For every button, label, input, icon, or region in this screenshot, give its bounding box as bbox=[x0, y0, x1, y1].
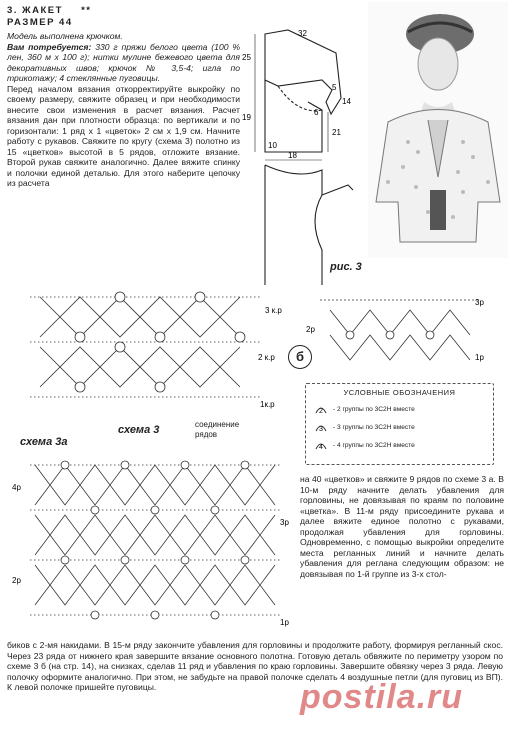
dim-6: 6 bbox=[314, 108, 319, 117]
materials-label: Вам потребуется: bbox=[7, 41, 92, 52]
schema-3-diagram bbox=[20, 285, 285, 425]
legend-item-3-text: - 3 группы по 3С2Н вместе bbox=[333, 423, 415, 431]
schema-3a-title: схема 3а bbox=[20, 436, 68, 448]
size-label: РАЗМЕР 44 bbox=[7, 17, 73, 28]
schema-b-row-1: 1р bbox=[475, 353, 484, 362]
legend-box bbox=[305, 383, 494, 465]
intro-text bbox=[7, 31, 240, 189]
svg-text:3: 3 bbox=[319, 426, 323, 433]
svg-text:4: 4 bbox=[319, 444, 323, 451]
legend-item-3 bbox=[314, 421, 493, 433]
right-column-text: на 40 «цветков» и свяжите 9 рядов по схеме 3 а. В 10-м ряду начните делать убавления для горловины, не довязывая по краям по половине «цветка». В 11-м ряду присоедините рукава и далее вяжите единое полотно с рукавами, продолжая убавления для горловины. Одновременно, с помощью выкройки определите места регланных линий и начните делать убавления для реглана следующим образом: не довязывая по 1-й группе из 3-х стол- bbox=[300, 474, 504, 579]
schema-b-diagram bbox=[290, 290, 500, 370]
bottom-text: биков с 2-мя накидами. В 15-м ряду закончите убавления для горловины и продолжите работу, формируя регланный скос. Через 23 ряда от нижнего края завершите вязание основного полотна. Готовую деталь обвяжите по периметру узором по схеме 3 б (на стр. 14), на снизках, сделав 11 ряд и убавления по краю горловины. Завершите обвязку через 3 ряда. Левую полочку оформите аналогично. При этом, не забудьте на правой полочке сделать 4 воздушные петли (для пуговиц из ВП). К левой полочке пришейте пуговицы. bbox=[7, 640, 503, 692]
schema-b-row-3: 3р bbox=[475, 298, 484, 307]
dim-18: 18 bbox=[288, 151, 297, 160]
legend-item-2 bbox=[314, 403, 493, 415]
watermark: postila.ru bbox=[300, 678, 464, 716]
dim-19: 19 bbox=[242, 113, 251, 122]
svg-text:2: 2 bbox=[319, 408, 323, 415]
title-text: 3. ЖАКЕТ bbox=[7, 5, 63, 16]
legend-item-4-text: - 4 группы по 3С2Н вместе bbox=[333, 441, 415, 449]
schema-3a-row-2: 2р bbox=[12, 576, 21, 585]
schema-3a-diagram bbox=[10, 455, 295, 635]
dim-21: 21 bbox=[332, 128, 341, 137]
figure-label: рис. 3 bbox=[330, 261, 362, 273]
dim-10: 10 bbox=[268, 141, 277, 150]
article-title bbox=[7, 5, 92, 16]
dim-32: 32 bbox=[298, 29, 307, 38]
two-group-symbol-icon bbox=[314, 403, 328, 415]
schema-3-title: схема 3 bbox=[118, 424, 160, 436]
difficulty-stars: ** bbox=[81, 5, 92, 16]
four-group-symbol-icon bbox=[314, 439, 328, 451]
legend-item-2-text: - 2 группы по 3С2Н вместе bbox=[333, 405, 415, 413]
pattern-diagram bbox=[238, 20, 378, 288]
materials-paragraph bbox=[7, 42, 240, 84]
model-line: Модель выполнена крючком. bbox=[7, 31, 123, 41]
row-label-1kr: 1к.р bbox=[260, 400, 275, 409]
dim-14: 14 bbox=[342, 97, 351, 106]
three-group-symbol-icon bbox=[314, 421, 328, 433]
legend-title: УСЛОВНЫЕ ОБОЗНАЧЕНИЯ bbox=[343, 388, 456, 397]
row-label-2kr: 2 к.р bbox=[258, 353, 275, 362]
schema-b-label: б bbox=[288, 345, 312, 369]
materials-text: 330 г пряжи белого цвета (100 % лен, 360 м х 100 г); нитки мулине бежевого цвета для декоративных швов; крючок № 3,5-4; игла по трикотажу; 4 стеклянные пуговицы. bbox=[7, 41, 240, 83]
model-photo bbox=[368, 2, 508, 258]
schema-b-row-2: 2р bbox=[306, 325, 315, 334]
dim-25: 25 bbox=[242, 53, 251, 62]
joint-note: соединение рядов bbox=[195, 420, 240, 439]
schema-3a-row-1: 1р bbox=[280, 618, 289, 627]
legend-item-4 bbox=[314, 439, 493, 451]
schema-3a-row-4: 4р bbox=[12, 483, 21, 492]
instructions-paragraph: Перед началом вязания откорректируйте выкройку по своему размеру, свяжите образец и при необходимости внесите свои изменения в расчет вязания. Расчет вязания дан при плотности образца: по вертикали и по горизонтали: 1 ряд х 1 «цветок» 2 см х 1,9 см. Начните работу с рукавов. Свяжите по кругу (схема 3) полотно из 15 «цветков» высотой в 5 рядов, отложите вязание. Второй рукав свяжите аналогично. Далее вяжите спинку и полочки единой деталью. Для этого наберите цепочку из расчета bbox=[7, 83, 240, 188]
schema-3a-row-3: 3р bbox=[280, 518, 289, 527]
dim-5: 5 bbox=[332, 83, 337, 92]
row-label-3kr: 3 к.р bbox=[265, 306, 282, 315]
